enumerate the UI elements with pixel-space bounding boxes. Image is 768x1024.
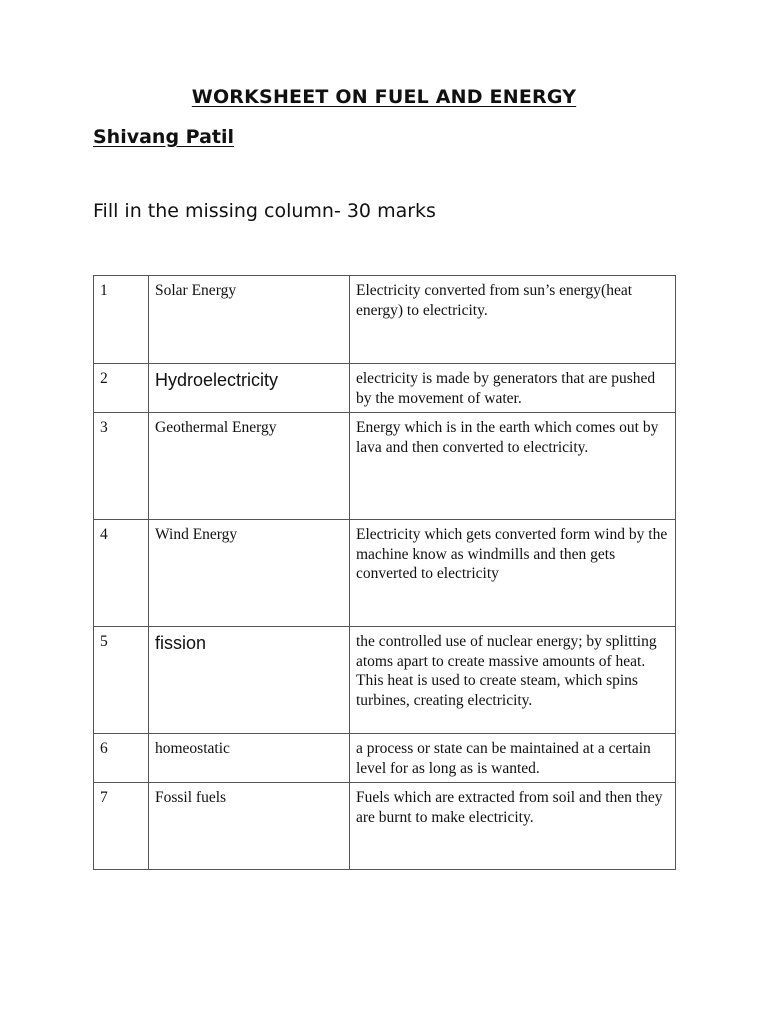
- row-number: 7: [94, 783, 149, 870]
- energy-name: Geothermal Energy: [149, 413, 350, 520]
- row-number: 4: [94, 520, 149, 627]
- table-row: [94, 627, 676, 734]
- energy-name: Hydroelectricity: [149, 364, 350, 413]
- worksheet-title: [0, 86, 768, 108]
- energy-name: Solar Energy: [149, 276, 350, 364]
- energy-description: Electricity which gets converted form wind by the machine know as windmills and then gets converted to electricity: [350, 520, 676, 627]
- table-row: [94, 364, 676, 413]
- energy-table: [93, 275, 676, 870]
- energy-name: Fossil fuels: [149, 783, 350, 870]
- row-number: 1: [94, 276, 149, 364]
- energy-description: electricity is made by generators that are pushed by the movement of water.: [350, 364, 676, 413]
- instruction-text: Fill in the missing column- 30 marks: [93, 200, 436, 222]
- energy-name: homeostatic: [149, 734, 350, 783]
- energy-name: fission: [149, 627, 350, 734]
- energy-name: Wind Energy: [149, 520, 350, 627]
- row-number: 3: [94, 413, 149, 520]
- row-number: 6: [94, 734, 149, 783]
- row-number: 2: [94, 364, 149, 413]
- table-row: [94, 520, 676, 627]
- energy-description: Electricity converted from sun’s energy(heat energy) to electricity.: [350, 276, 676, 364]
- energy-description: Energy which is in the earth which comes out by lava and then converted to electricity.: [350, 413, 676, 520]
- author-name: [93, 126, 234, 148]
- table-row: [94, 413, 676, 520]
- energy-description: the controlled use of nuclear energy; by splitting atoms apart to create massive amounts of heat. This heat is used to create steam, which spins turbines, creating electricity.: [350, 627, 676, 734]
- energy-description: Fuels which are extracted from soil and then they are burnt to make electricity.: [350, 783, 676, 870]
- table-row: [94, 276, 676, 364]
- author-name-text: Shivang Patil: [93, 126, 235, 148]
- table-row: [94, 734, 676, 783]
- table-row: [94, 783, 676, 870]
- row-number: 5: [94, 627, 149, 734]
- worksheet-title-text: WORKSHEET ON FUEL AND ENERGY: [191, 86, 577, 108]
- energy-description: a process or state can be maintained at a certain level for as long as is wanted.: [350, 734, 676, 783]
